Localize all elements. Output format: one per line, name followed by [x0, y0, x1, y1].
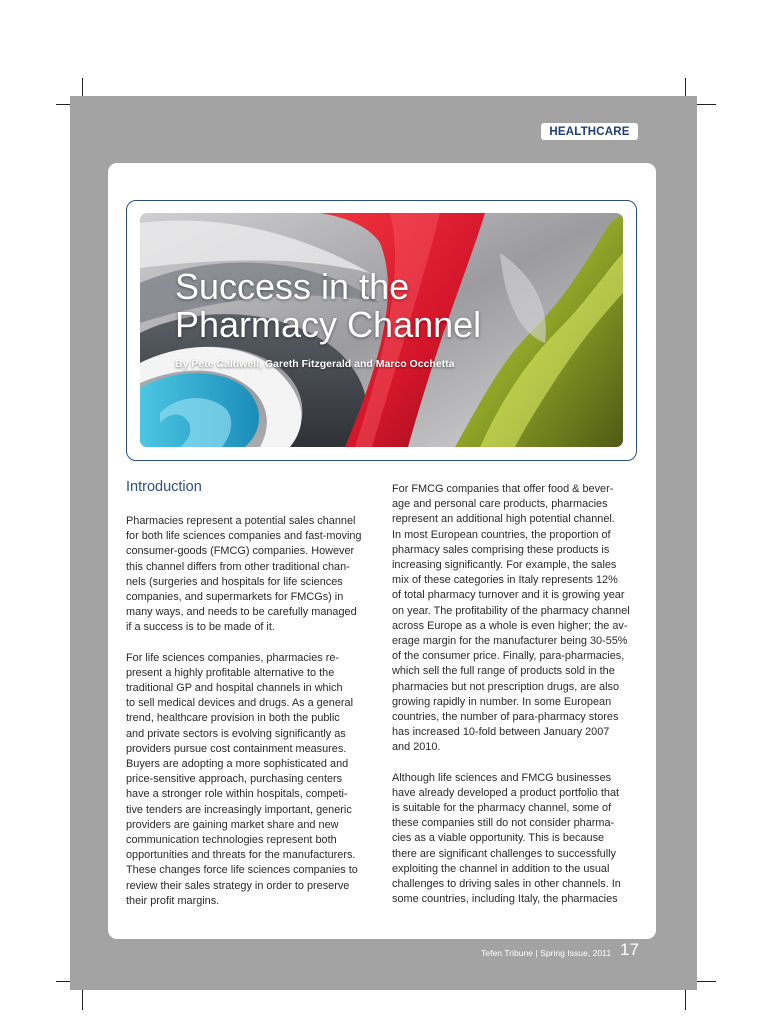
text-line: of total pharmacy turnover and it is growing year: [392, 589, 625, 602]
text-line: For FMCG companies that offer food & bever-: [392, 483, 614, 495]
text-line: Although life sciences and FMCG businesses: [392, 771, 612, 784]
text-line: cies as a viable opportunity. This is because: [392, 832, 605, 845]
text-line: represent an additional high potential channel.: [392, 513, 615, 526]
text-line: pharmacy sales comprising these products is: [392, 543, 610, 556]
text-line: For life sciences companies, pharmacies re-: [126, 651, 340, 664]
text-line: opportunities and threats for the manufacturers.: [126, 849, 356, 862]
paragraph: [392, 771, 642, 908]
text-line: for both life sciences companies and fast-moving: [126, 530, 362, 543]
section-tag: HEALTHCARE: [541, 123, 638, 140]
paragraph: [126, 514, 376, 636]
page-number: 17: [620, 940, 639, 959]
text-line: if a success is to be made of it.: [126, 621, 275, 634]
text-line: there are significant challenges to successfully: [392, 847, 616, 860]
text-line: some countries, including Italy, the pharmacies: [392, 893, 618, 906]
text-line: present a highly profitable alternative to the: [126, 666, 335, 679]
text-line: has increased 10-fold between January 2007: [392, 726, 610, 739]
text-line: tive tenders are increasingly important, generic: [126, 803, 352, 816]
text-line: review their sales strategy in order to preserve: [126, 879, 350, 892]
text-line: age and personal care products, pharmacies: [392, 498, 608, 511]
text-line: traditional GP and hospital channels in which: [126, 682, 343, 695]
text-line: to sell medical devices and drugs. As a general: [126, 697, 354, 710]
text-line: companies, and supermarkets for FMCGs) in: [126, 591, 344, 604]
text-line: their profit margins.: [126, 894, 220, 907]
text-line: have already developed a product portfolio that: [392, 786, 620, 799]
text-line: is suitable for the pharmacy channel, some of: [392, 802, 612, 815]
article-title: [175, 268, 555, 344]
article-byline: By Pete Caldwell, Gareth Fitzgerald and Marco Occhetta: [175, 358, 455, 370]
text-line: In most European countries, the proportion of: [392, 528, 611, 541]
text-line: providers are gaining market share and new: [126, 818, 339, 831]
article-title-line-2: Pharmacy Channel: [175, 304, 482, 345]
text-line: Pharmacies represent a potential sales channel: [126, 515, 356, 527]
paragraph: [126, 651, 376, 909]
text-line: on year. The profitability of the pharmacy channel: [392, 604, 630, 617]
text-line: consumer-goods (FMCG) companies. However: [126, 545, 355, 558]
text-line: and private sectors is evolving significantly as: [126, 727, 346, 740]
text-line: countries, the number of para-pharmacy stores: [392, 711, 619, 724]
text-line: These changes force life sciences companies to: [126, 864, 358, 877]
text-line: price-sensitive approach, purchasing centers: [126, 773, 343, 786]
text-line: increasing significantly. For example, the sales: [392, 559, 617, 572]
text-line: of the consumer price. Finally, para-pharmacies,: [392, 650, 625, 663]
text-line: pharmacies but not prescription drugs, are also: [392, 680, 620, 693]
right-column: [392, 482, 642, 907]
text-line: nels (surgeries and hospitals for life sciences: [126, 575, 343, 588]
text-line: this channel differs from other traditional chan-: [126, 560, 350, 573]
text-line: these companies still do not consider pharma-: [392, 817, 615, 830]
text-line: across Europe as a whole is even higher; the av-: [392, 619, 628, 632]
text-line: providers pursue cost containment measures.: [126, 742, 347, 755]
text-line: many ways, and needs to be carefully managed: [126, 606, 357, 619]
footer-publication: Tefen Tribune | Spring Issue, 2011: [481, 948, 612, 958]
text-line: trend, healthcare provision in both the public: [126, 712, 340, 725]
text-line: communication technologies represent both: [126, 834, 337, 847]
text-line: erage margin for the manufacturer being 30-55%: [392, 635, 628, 648]
paragraph: [392, 482, 642, 756]
text-line: have a stronger role within hospitals, competi-: [126, 788, 348, 801]
left-column: [126, 514, 376, 909]
article-title-line-1: Success in the: [175, 266, 410, 307]
text-line: exploiting the channel in addition to the usual: [392, 862, 610, 875]
section-heading-introduction: Introduction: [126, 479, 202, 495]
text-line: growing rapidly in number. In some European: [392, 695, 612, 708]
text-line: which sell the full range of products sold in the: [392, 665, 615, 678]
text-line: and 2010.: [392, 741, 441, 754]
text-line: challenges to driving sales in other channels. In: [392, 878, 621, 891]
text-line: mix of these categories in Italy represents 12%: [392, 574, 618, 587]
text-line: Buyers are adopting a more sophisticated and: [126, 758, 349, 771]
